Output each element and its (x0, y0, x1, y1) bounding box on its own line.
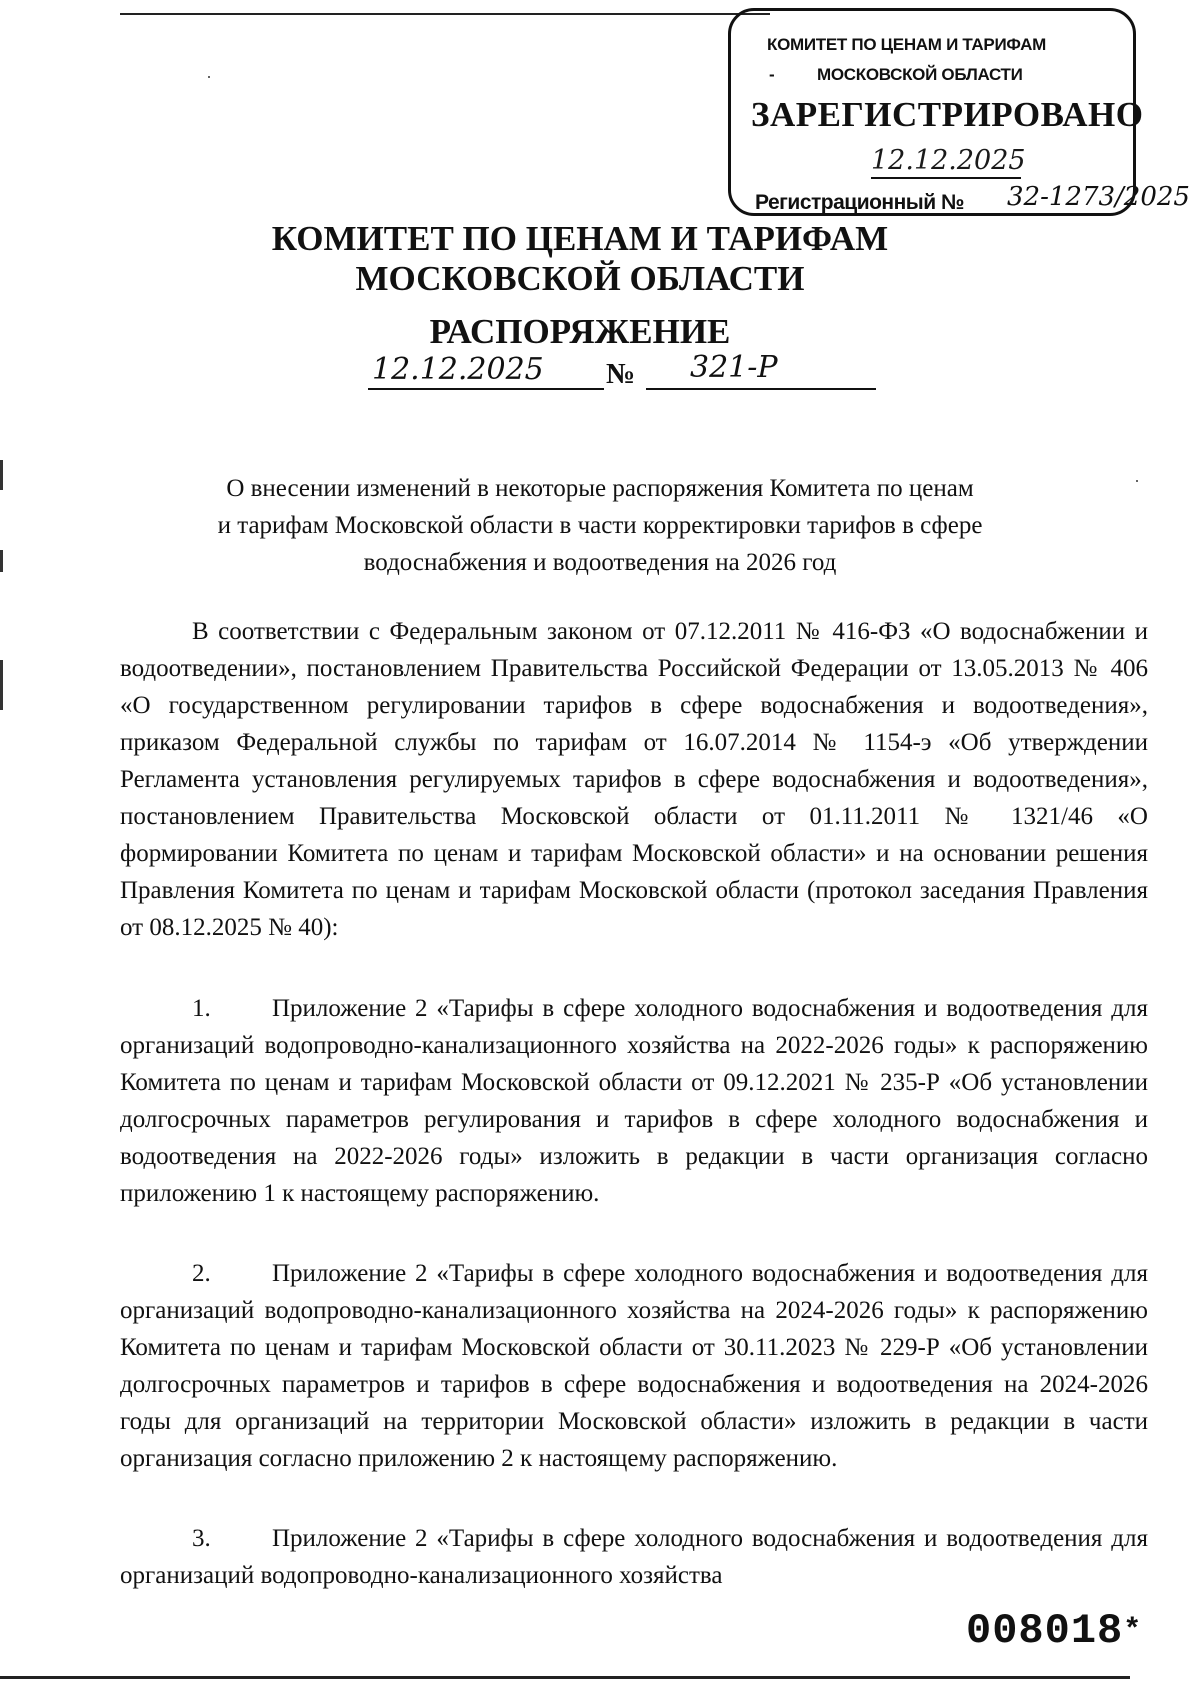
stamp-date: 12.12.2025 (871, 145, 1026, 176)
order-number: 321-Р (690, 350, 778, 385)
stamp-date-underline (871, 177, 1021, 179)
preamble-paragraph (120, 613, 1148, 946)
scan-edge-mark (0, 550, 3, 572)
form-number: 008018 (966, 1607, 1124, 1655)
item-text: Приложение 2 «Тарифы в сфере холодного водоснабжения и водоотведения для организаций водопроводно-канализационного хозяйства (120, 1525, 1148, 1589)
list-item (120, 1255, 1148, 1477)
org-title-line1: КОМИТЕТ ПО ЦЕНАМ И ТАРИФАМ (271, 219, 889, 258)
subject-line3: водоснабжения и водоотведения на 2026 год (363, 549, 837, 576)
list-item (120, 990, 1148, 1212)
subject-line1: О внесении изменений в некоторые распоряжения Комитета по ценам (226, 475, 974, 502)
order-date-underline (368, 388, 604, 390)
scan-speck (208, 76, 210, 78)
scan-speck (1136, 480, 1138, 482)
form-serial-number (966, 1607, 1142, 1655)
item-number: 3. (192, 1525, 211, 1552)
registration-stamp (728, 8, 1190, 216)
stamp-org-line2: МОСКОВСКОЙ ОБЛАСТИ (817, 65, 1023, 84)
order-number-underline (646, 388, 876, 390)
org-title-line2: МОСКОВСКОЙ ОБЛАСТИ (355, 259, 805, 298)
stamp-reg-label: Регистрационный № (755, 191, 964, 214)
scan-edge-line-bottom (0, 1676, 1130, 1679)
scan-edge-mark (0, 460, 3, 490)
list-item (120, 1520, 1148, 1594)
order-date: 12.12.2025 (372, 352, 544, 387)
document-type: РАСПОРЯЖЕНИЕ (429, 312, 731, 351)
item-number: 2. (192, 1260, 211, 1287)
item-text: Приложение 2 «Тарифы в сфере холодного водоснабжения и водоотведения для организаций водопроводно-канализационного хозяйства на 2024-2026 годы» к распоряжению Комитета по ценам и тарифам Московской области от 30.11.2023 № 229-Р «Об установлении долгосрочных параметров и тарифов в сфере водоснабжения и водоотведения на 2024-2026 годы для организаций на территории Московской области» изложить в редакции в части организация согласно приложению 2 к настоящему распоряжению. (120, 1260, 1148, 1472)
preamble-text: В соответствии с Федеральным законом от 07.12.2011 № 416-ФЗ «О водоснабжении и водоотведении», постановлением Правительства Российской Федерации от 13.05.2013 № 406 «О государственном регулировании тарифов в сфере водоснабжения и водоотведения», приказом Федеральной службы по тарифам от 16.07.2014 № 1154-э «Об утверждении Регламента установления регулируемых тарифов в сфере водоснабжения и водоотведения», постановлением Правительства Московской области от 01.11.2011 № 1321/46 «О формировании Комитета по ценам и тарифам Московской области» и на основании решения Правления Комитета по ценам и тарифам Московской области (протокол заседания Правления от 08.12.2025 № 40): (120, 618, 1148, 941)
stamp-org-line1: КОМИТЕТ ПО ЦЕНАМ И ТАРИФАМ (767, 35, 1046, 54)
scan-edge-line-top (120, 13, 770, 15)
order-number-label: № (606, 358, 636, 390)
form-asterisk: * (1123, 1613, 1143, 1648)
item-text: Приложение 2 «Тарифы в сфере холодного водоснабжения и водоотведения для организаций водопроводно-канализационного хозяйства на 2022-2026 годы» к распоряжению Комитета по ценам и тарифам Московской области от 09.12.2021 № 235-Р «Об установлении долгосрочных параметров регулирования и тарифов в сфере холодного водоснабжения и водоотведения на 2022-2026 годы» изложить в редакции в части организация согласно приложению 1 к настоящему распоряжению. (120, 995, 1148, 1207)
document-subject (150, 470, 1050, 581)
subject-line2: и тарифам Московской области в части корректировки тарифов в сфере (217, 512, 983, 539)
item-number: 1. (192, 995, 211, 1022)
stamp-bullet-mark: - (769, 65, 775, 84)
stamp-reg-number: 32-1273/2025 (1007, 182, 1190, 212)
scan-edge-mark (0, 660, 3, 710)
stamp-status: ЗАРЕГИСТРИРОВАНО (751, 95, 1144, 134)
